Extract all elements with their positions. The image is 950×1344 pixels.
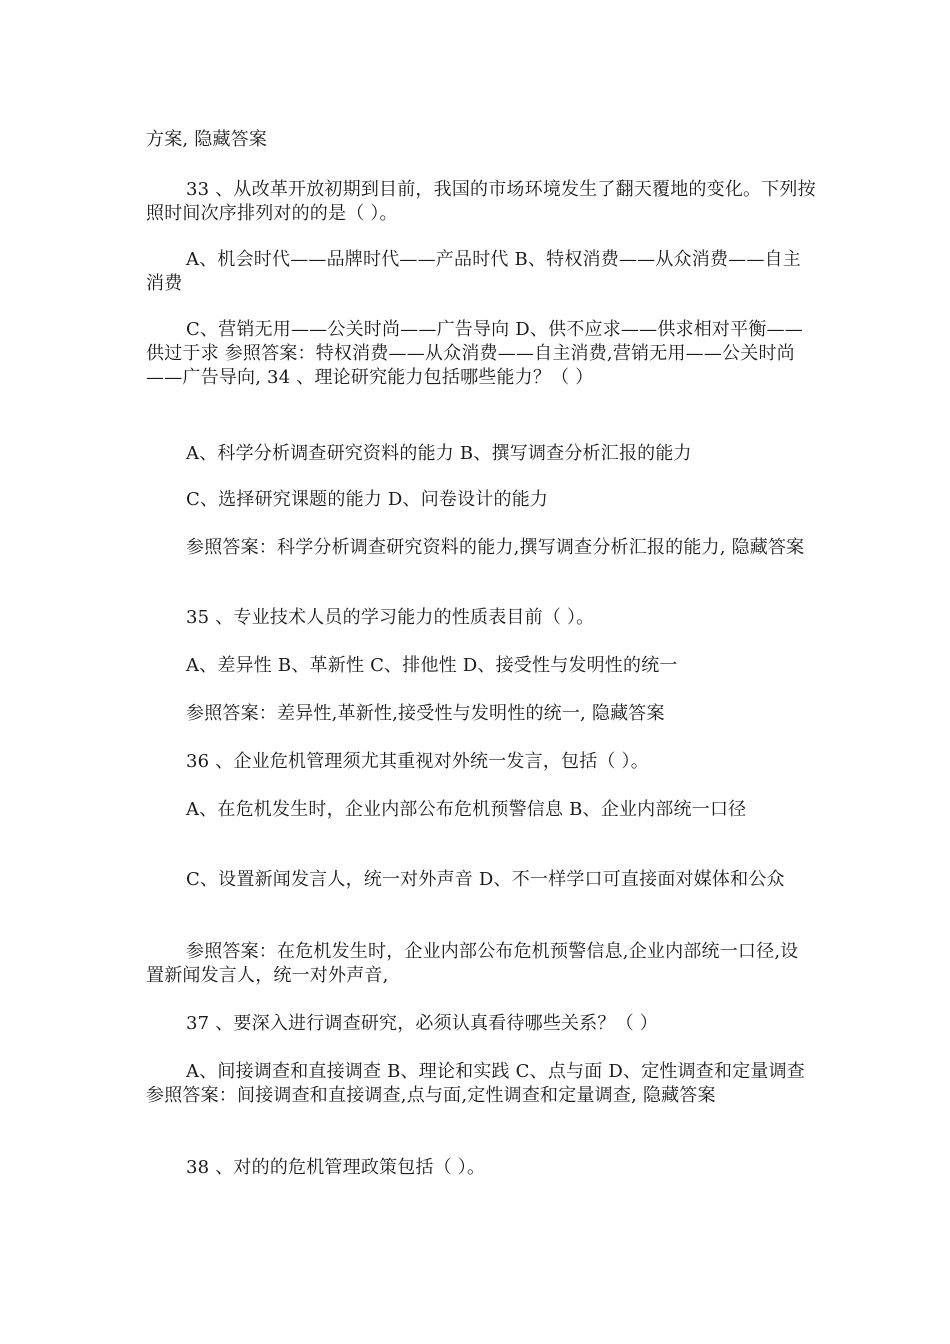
question-36-options-ab: A、在危机发生时，企业内部公布危机预警信息 B、企业内部统一口径 bbox=[186, 799, 747, 820]
question-35: 35 、专业技术人员的学习能力的性质表目前（ ）。 bbox=[186, 607, 595, 628]
question-34-answer: 参照答案：科学分析调查研究资料的能力,撰写调查分析汇报的能力, 隐藏答案 bbox=[186, 537, 805, 558]
question-37: 37 、要深入进行调查研究，必须认真看待哪些关系？（ ） bbox=[186, 1013, 658, 1034]
question-38: 38 、对的的危机管理政策包括（ ）。 bbox=[186, 1157, 486, 1178]
question-33-options-ab: A、机会时代——品牌时代——产品时代 B、特权消费——从众消费——自主消费 bbox=[146, 249, 801, 294]
question-35-options: A、差异性 B、革新性 C、排他性 D、接受性与发明性的统一 bbox=[186, 655, 678, 676]
question-36-answer: 参照答案：在危机发生时，企业内部公布危机预警信息,企业内部统一口径,设置新闻发言人，统一对外声音, bbox=[146, 941, 799, 986]
question-36-options-cd: C、设置新闻发言人，统一对外声音 D、不一样学口可直接面对媒体和公众 bbox=[186, 869, 785, 890]
question-34-options-cd: C、选择研究课题的能力 D、问卷设计的能力 bbox=[186, 489, 549, 510]
question-34-options-ab: A、科学分析调查研究资料的能力 B、撰写调查分析汇报的能力 bbox=[186, 443, 692, 464]
question-35-answer: 参照答案：差异性,革新性,接受性与发明性的统一, 隐藏答案 bbox=[186, 703, 665, 724]
paragraph: 方案, 隐藏答案 bbox=[146, 129, 268, 150]
question-37-options-answer: A、间接调查和直接调查 B、理论和实践 C、点与面 D、定性调查和定量调查 参照答案：间接调查和直接调查,点与面,定性调查和定量调查, 隐藏答案 bbox=[146, 1061, 805, 1106]
question-33: 33 、从改革开放初期到目前，我国的市场环境发生了翻天覆地的变化。下列按照时间次序排列对的的是（ ）。 bbox=[146, 179, 816, 224]
question-33-options-cd-answer: C、营销无用——公关时尚——广告导向 D、供不应求——供求相对平衡——供过于求 参照答案：特权消费——从众消费——自主消费,营销无用——公关时尚——广告导向, 34 、理论研究能力包括哪些能力？（ ） bbox=[146, 319, 803, 388]
question-36: 36 、企业危机管理须尤其重视对外统一发言，包括（ ）。 bbox=[186, 751, 649, 772]
